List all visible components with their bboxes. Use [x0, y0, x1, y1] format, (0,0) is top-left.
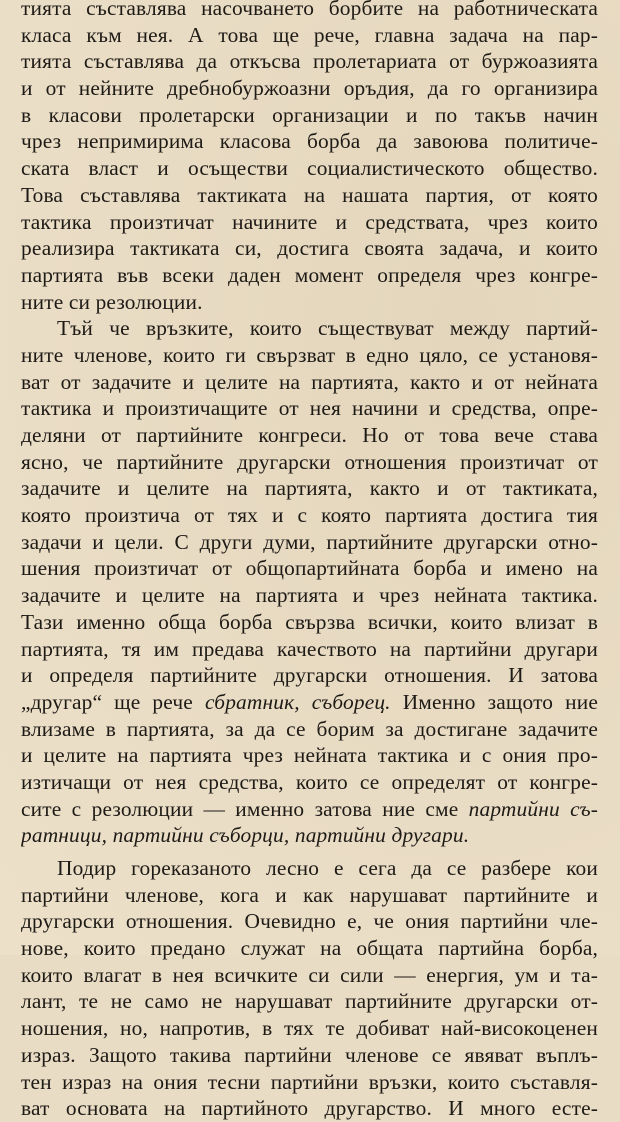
- text-line: влизаме в партията, за да се борим за достигане задачите: [21, 716, 598, 741]
- text-line: задачи и цели. С други думи, партийните другарски отно-: [21, 529, 598, 554]
- text-line: и определя партийните другарски отношения. И затова: [21, 663, 598, 688]
- text-line: и целите на партията чрез нейната тактика и с ония про-: [21, 743, 598, 768]
- text-line: Тъй че връзките, които съществуват между партий-: [57, 316, 598, 341]
- text-line: другарски отношения. Очевидно е, че ония партийни чле-: [21, 909, 598, 934]
- text-line: ясно, че партийните другарски отношения произтичат от: [21, 449, 598, 474]
- italic-span: сбратник, съборец.: [204, 689, 391, 714]
- text-line: която произтича от тях и с която партията достига тия: [21, 503, 598, 528]
- text-line: тактика произтичат начините и средствата, чрез които: [21, 209, 598, 234]
- text-line: тията съставлява да откъсва пролетариата от буржоазията: [21, 49, 598, 74]
- text-line: израз. Защото такива партийни членове се явяват въплъ-: [21, 1042, 598, 1067]
- text-span: Именно защото ние: [390, 689, 598, 714]
- text-line: ват основата на партийното другарство. И много есте-: [21, 1096, 598, 1121]
- italic-span: партийни съ-: [468, 796, 598, 821]
- text-line-with-italic: [21, 796, 598, 823]
- text-line: партийни членове, кога и как нарушават партийните и: [21, 882, 598, 907]
- text-span: „другар“ ще рече: [21, 689, 205, 714]
- text-line: лант, те не само не нарушават партийните другарски от-: [21, 989, 598, 1014]
- text-line: ношения, но, напротив, в тях те добиват най-високоценен: [21, 1016, 598, 1041]
- italic-line: ратници, партийни съборци, партийни другари.: [21, 823, 470, 848]
- text-line: Подир гореказаното лесно е сега да се разбере кои: [57, 856, 598, 880]
- text-line: ската власт и осъществи социалистическото общество.: [21, 156, 598, 181]
- text-line: нове, които предано служат на общата партийна борба,: [21, 936, 598, 961]
- text-line: тактика и произтичащите от нея начини и средства, опре-: [21, 396, 598, 421]
- text-line: ните си резолюции.: [21, 289, 203, 314]
- text-line: деляни от партийните конгреси. Но от това вече става: [21, 423, 598, 447]
- text-line: тията съставлява насочването борбите на работническата: [21, 0, 598, 20]
- text-line: тен израз на ония тесни партийни връзки, които съставля-: [21, 1069, 598, 1094]
- text-line: Това съставлява тактиката на нашата партия, от която: [21, 182, 598, 207]
- text-line: задачите и целите на партията и чрез нейната тактика.: [21, 583, 598, 608]
- text-line: и от нейните дребнобуржоазни оръдия, да го организира: [21, 76, 598, 101]
- text-line: изтичащи от нея средства, които се определят от конгре-: [21, 769, 598, 794]
- text-line: партията, тя им предава качеството на партийни другари: [21, 636, 598, 661]
- text-line: партията във всеки даден момент определя чрез конгре-: [21, 262, 598, 287]
- text-line: Тази именно обща борба свързва всички, които влизат в: [21, 609, 598, 634]
- text-line: които влагат в нея всичките си сили — енергия, ум и та-: [21, 962, 598, 987]
- text-line: чрез непримирима класова борба да завоюва политиче-: [21, 129, 598, 154]
- text-span: сите с резолюции — именно затова ние сме: [21, 796, 469, 821]
- text-line: реализира тактиката си, достига своята задача, и които: [21, 236, 598, 261]
- text-line: ните членове, които ги свързват в едно цяло, се установя-: [21, 342, 598, 367]
- text-line: задачите и целите на партията, както и от тактиката,: [21, 476, 598, 501]
- paragraph-2: [21, 315, 598, 849]
- text-line: в класови пролетарски организации и по такъв начин: [21, 102, 598, 127]
- text-line: класа към нея. А това ще рече, главна задача на пар-: [21, 22, 598, 47]
- text-line: ват от задачите и целите на партията, както и от нейната: [21, 369, 598, 394]
- paragraph-1: [21, 0, 598, 315]
- text-line-with-italic: [21, 689, 598, 716]
- text-line: шения произтичат от общопартийната борба и имено на: [21, 556, 598, 581]
- paragraph-3: [21, 855, 598, 1122]
